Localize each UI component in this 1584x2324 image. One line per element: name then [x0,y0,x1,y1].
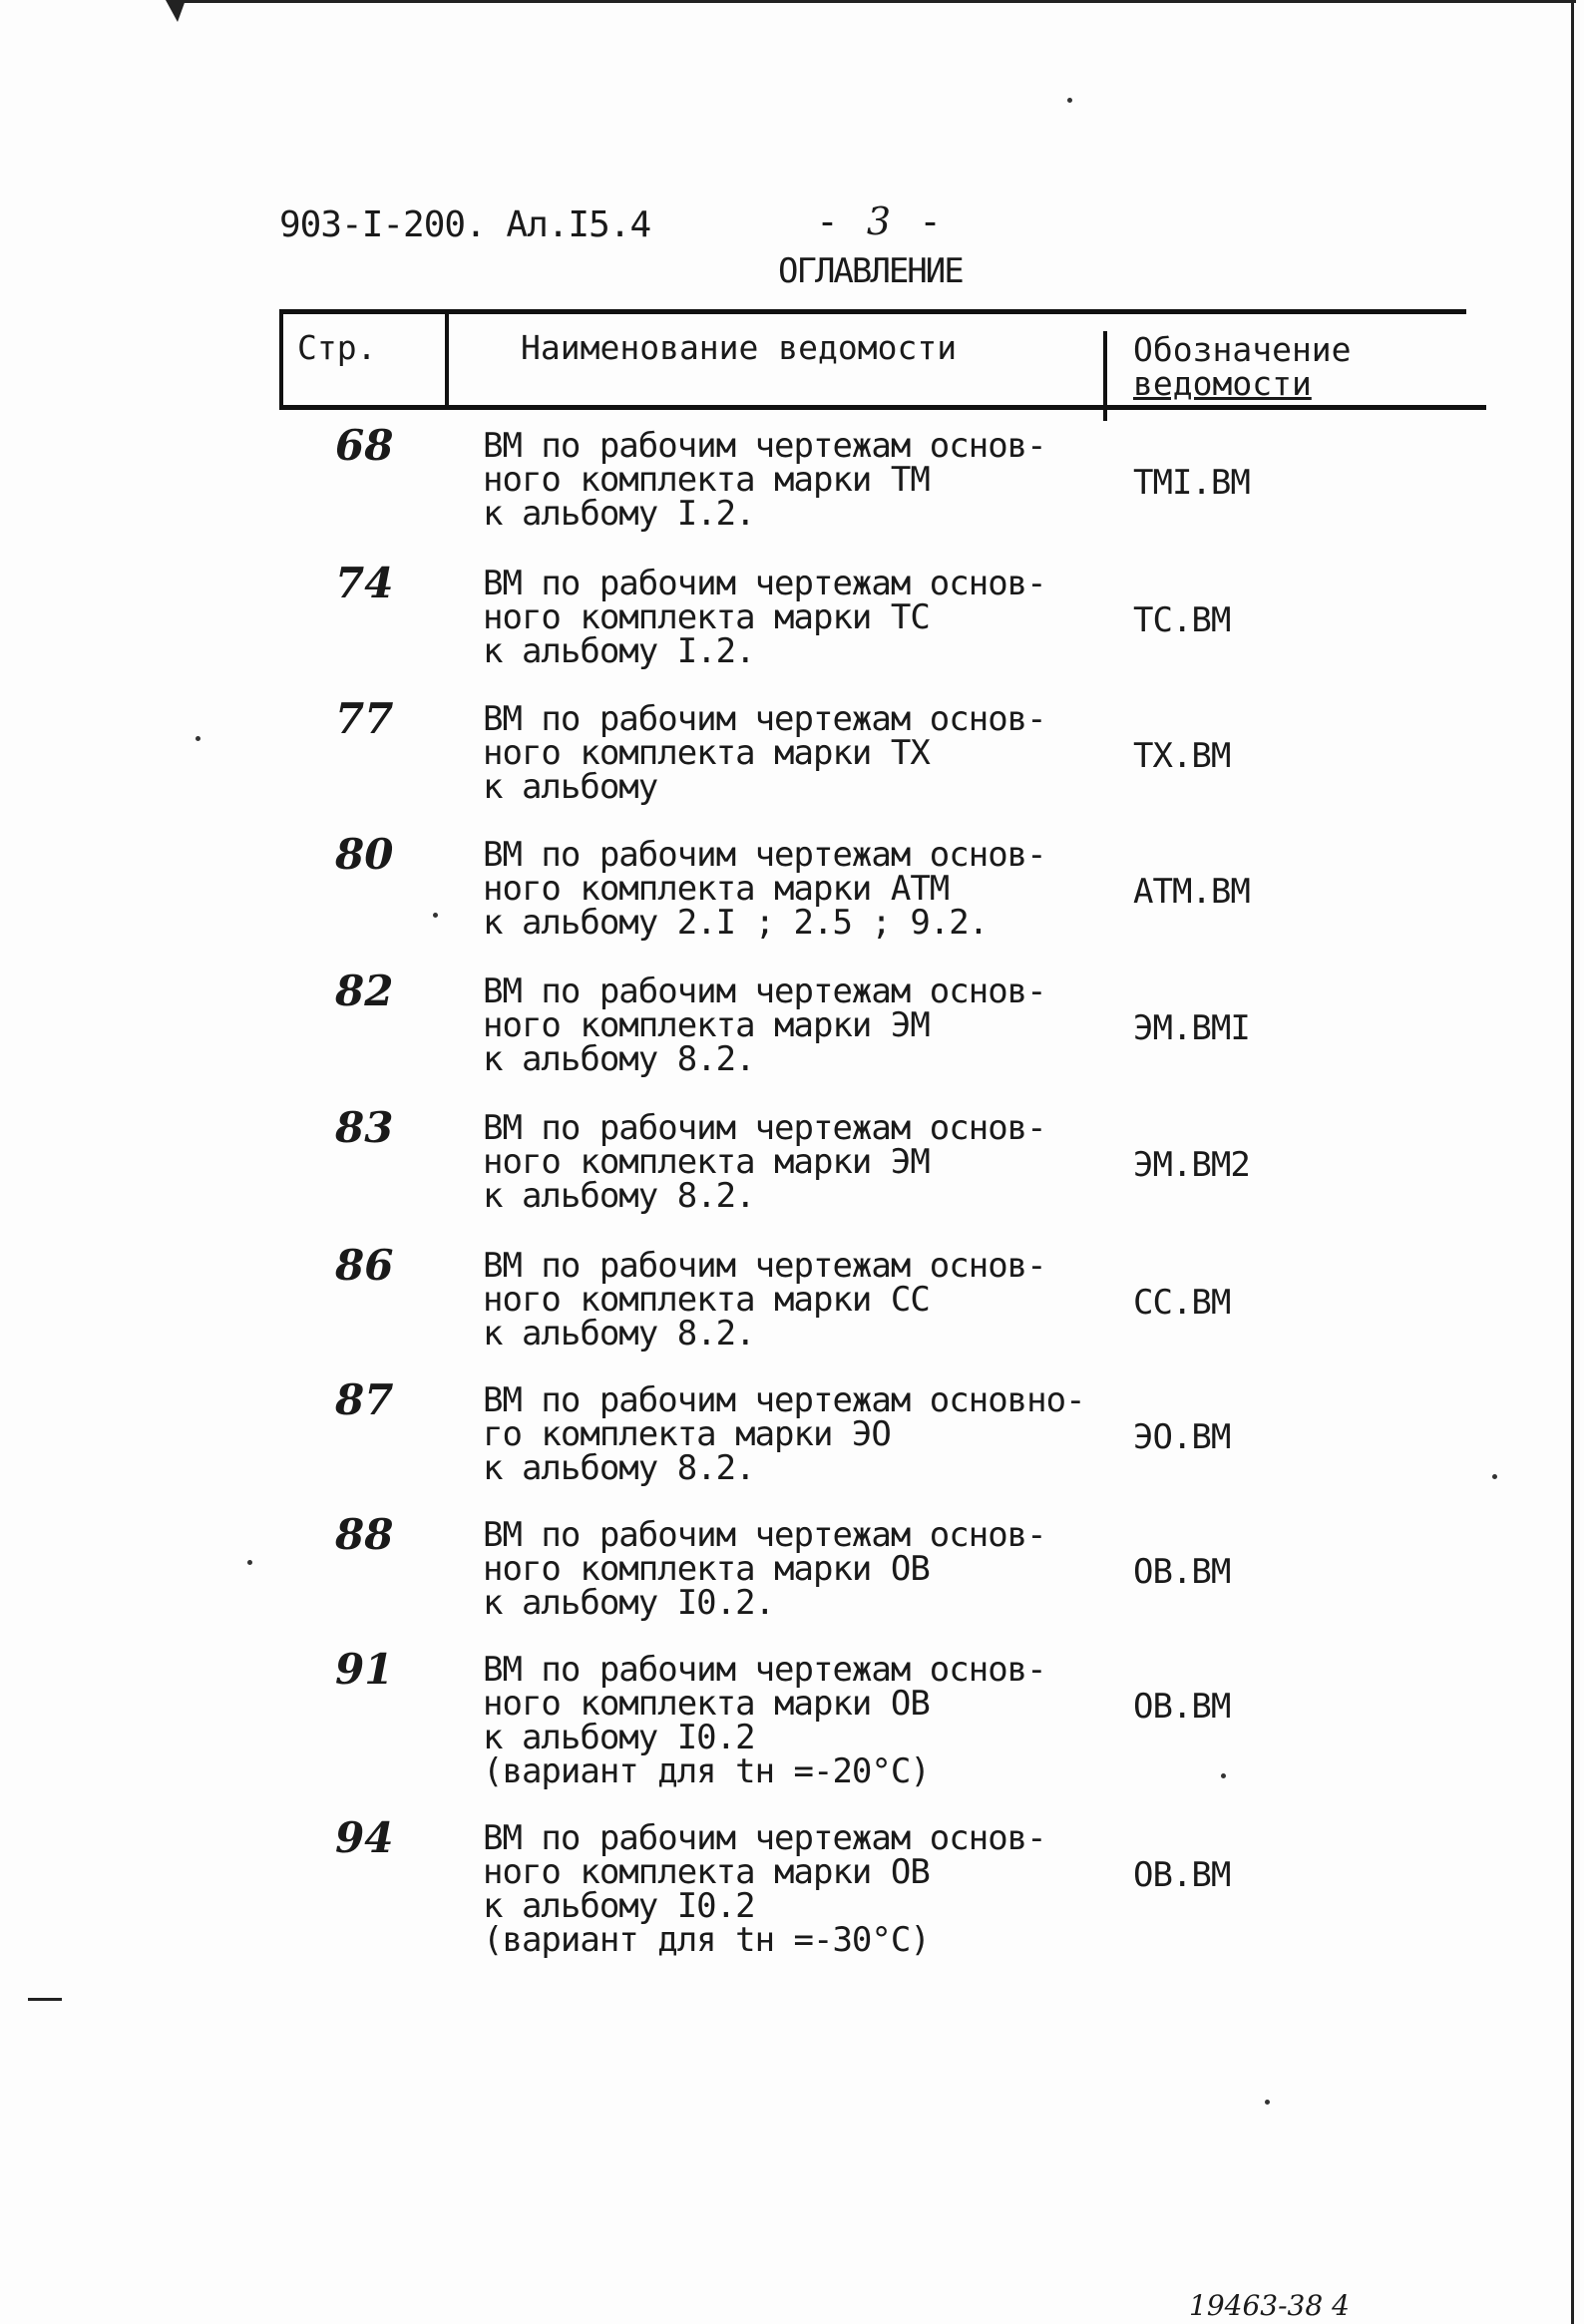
row-name [483,1380,1085,1488]
row-name [483,699,1046,807]
row-name-line: ВМ по рабочим чертежам основ- [483,835,1046,875]
row-name-line: к альбому 8.2. [483,1314,755,1354]
row-name [483,971,1046,1079]
row-designation: ЭМ.ВМI [1133,1008,1250,1048]
header-page: Стр. [297,328,377,367]
row-name-line: ного комплекта марки ТМ [483,460,930,500]
row-page-number: 88 [335,1510,394,1559]
row-designation: ТМI.ВМ [1133,463,1250,503]
row-name [483,835,1046,943]
header-bottom-rule [279,405,1486,410]
header-column-divider [445,309,449,409]
row-page-number: 83 [335,1103,394,1152]
row-name-line: к альбому 8.2. [483,1448,755,1488]
row-designation: ОВ.ВМ [1133,1855,1231,1895]
page-number: - 3 - [816,199,942,243]
row-name [483,1515,1046,1623]
page-top-edge [170,0,1576,3]
row-designation: ОВ.ВМ [1133,1552,1231,1592]
speck [196,736,200,741]
row-name-line: к альбому 8.2. [483,1176,755,1216]
speck [247,1560,252,1565]
row-name-line: ВМ по рабочим чертежам основ- [483,1515,1046,1555]
header-top-rule [279,309,1466,314]
header-column-divider [1103,331,1107,421]
row-name-line: к альбому I.2. [483,494,755,534]
row-page-number: 74 [335,559,394,607]
page-right-edge [1571,0,1574,2324]
row-page-number: 68 [335,421,394,470]
row-page-number: 77 [335,694,394,743]
speck [1221,1773,1226,1778]
row-page-number: 87 [335,1375,394,1424]
row-name [483,1246,1046,1354]
header-name: Наименование ведомости [521,328,958,367]
row-name [483,1650,1046,1791]
row-name-line: к альбому I0.2 [483,1718,755,1757]
row-name [483,1818,1046,1960]
row-name-line: ВМ по рабочим чертежам основ- [483,1108,1046,1148]
row-name-line: ного комплекта марки ОВ [483,1852,930,1892]
row-designation: ОВ.ВМ [1133,1687,1231,1727]
row-name-line: ВМ по рабочим чертежам основ- [483,1818,1046,1858]
row-name-line: к альбому I.2. [483,631,755,671]
row-name-line: ВМ по рабочим чертежам основ- [483,1246,1046,1286]
speck [1067,98,1072,103]
row-name-line: ВМ по рабочим чертежам основ- [483,699,1046,739]
row-name-line: ВМ по рабочим чертежам основ- [483,971,1046,1011]
row-designation: СС.ВМ [1133,1283,1231,1323]
speck [433,913,438,918]
section-title: ОГЛАВЛЕНИЕ [778,251,963,291]
row-designation: ТХ.ВМ [1133,736,1231,776]
speck [1265,2100,1270,2105]
corner-mark [166,0,186,22]
row-name-line: к альбому I0.2. [483,1583,775,1623]
row-page-number: 94 [335,1813,394,1862]
row-name-line: ного комплекта марки ЭМ [483,1142,930,1182]
row-name-line: к альбому 2.I ; 2.5 ; 9.2. [483,903,989,943]
row-page-number: 86 [335,1241,394,1290]
row-name-line: ВМ по рабочим чертежам основ- [483,426,1046,466]
row-name-line: ного комплекта марки ОВ [483,1549,930,1589]
row-name-line: к альбому [483,767,658,807]
row-name-line: (вариант для tн =-20°С) [483,1751,930,1791]
header-left-border [279,309,283,409]
row-page-number: 82 [335,967,394,1015]
row-name-line: к альбому 8.2. [483,1039,755,1079]
row-designation: ТС.ВМ [1133,600,1231,640]
row-page-number: 80 [335,830,394,879]
row-designation: ЭО.ВМ [1133,1417,1231,1457]
row-name-line: ного комплекта марки ОВ [483,1684,930,1724]
row-name [483,564,1046,671]
row-name-line: ВМ по рабочим чертежам основ- [483,1650,1046,1690]
row-name [483,1108,1046,1216]
row-designation: ЭМ.ВМ2 [1133,1145,1250,1185]
document-code: 903-I-200. Ал.I5.4 [279,204,651,245]
row-name-line: к альбому I0.2 [483,1886,755,1926]
row-name-line: ного комплекта марки СС [483,1280,930,1320]
row-designation: АТМ.ВМ [1133,872,1250,912]
row-name-line: го комплекта марки ЭО [483,1414,891,1454]
row-name-line: ного комплекта марки ТС [483,597,930,637]
row-name-line: ного комплекта марки ЭМ [483,1005,930,1045]
speck [1492,1474,1497,1479]
header-designation-line2: ведомости [1133,364,1312,403]
row-name-line: (вариант для tн =-30°С) [483,1920,930,1960]
margin-mark [28,1998,62,2001]
header-designation [1133,330,1492,403]
row-name-line: ного комплекта марки ТХ [483,733,930,773]
row-name-line: ВМ по рабочим чертежам основ- [483,564,1046,603]
row-page-number: 91 [335,1645,394,1694]
page-number-value: 3 [866,199,892,243]
header-designation-line1: Обозначение [1133,330,1352,369]
footer-number: 19463-38 4 [1189,2289,1350,2322]
row-name-line: ВМ по рабочим чертежам основно- [483,1380,1085,1420]
row-name [483,426,1046,534]
row-name-line: ного комплекта марки АТМ [483,869,950,909]
